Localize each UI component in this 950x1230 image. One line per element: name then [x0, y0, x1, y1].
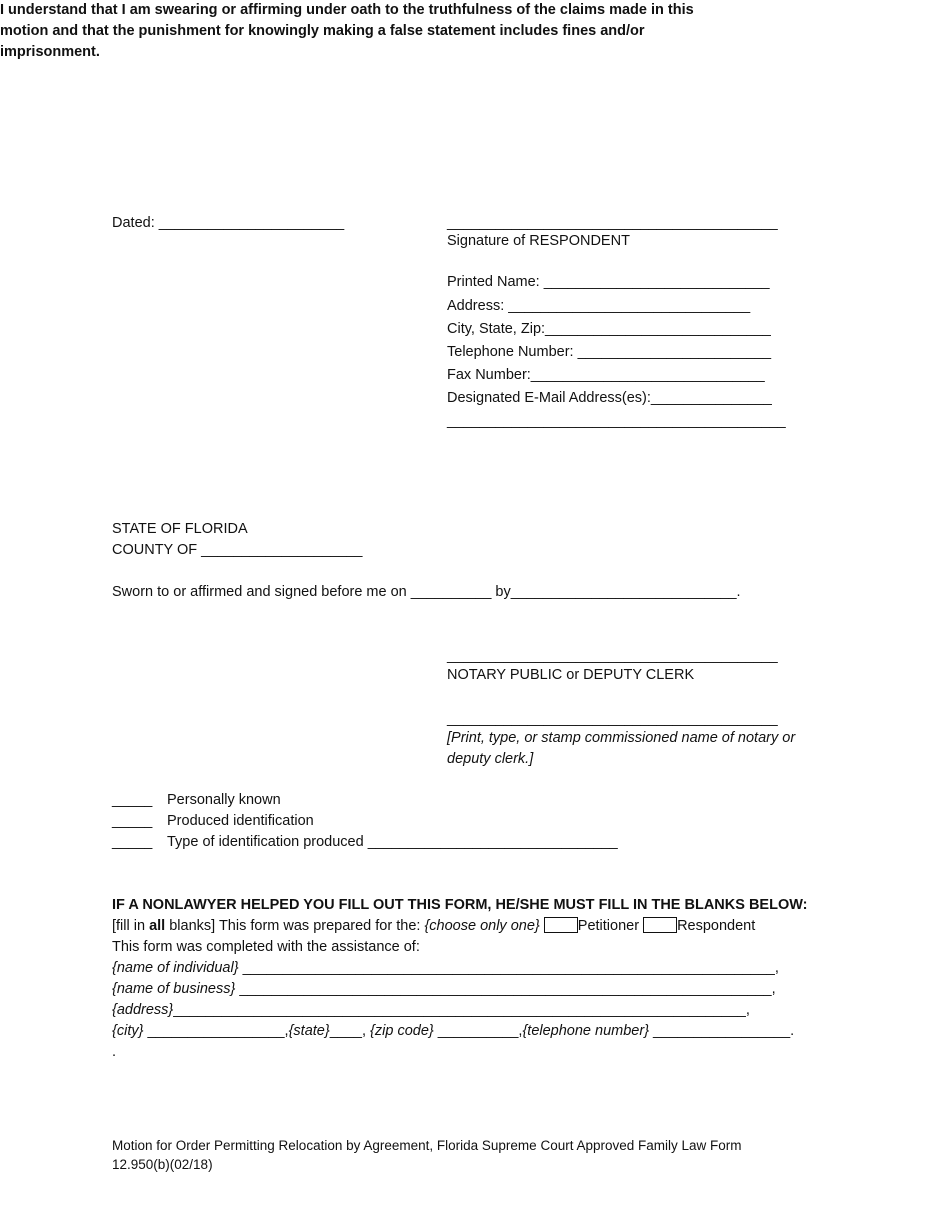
fax-field[interactable]: Fax Number:_____________________________ [447, 367, 765, 383]
telephone-field[interactable]: Telephone Number: ________________________ [447, 344, 772, 360]
respondent-label: Respondent [677, 918, 756, 934]
dated-field[interactable]: Dated: _______________________ [112, 215, 345, 231]
id-type-blank[interactable]: _____ [112, 834, 153, 850]
individual-row[interactable] [112, 958, 779, 979]
city-row[interactable] [112, 1021, 794, 1042]
fill-bold: all [149, 918, 166, 934]
choose-one: {choose only one} [424, 918, 540, 934]
fill-suffix: blanks] This form was prepared for the: [165, 918, 425, 934]
petitioner-checkbox[interactable] [544, 917, 578, 933]
address-label: {address} [112, 1002, 174, 1018]
printed-name-field[interactable]: Printed Name: ____________________________ [447, 274, 770, 290]
produced-id-blank[interactable]: _____ [112, 813, 153, 829]
signature-label: Signature of RESPONDENT [447, 233, 630, 249]
petitioner-label: Petitioner [577, 918, 640, 934]
address-line[interactable]: _______________________________________________________________________, [173, 1002, 750, 1018]
individual-line[interactable]: __________________________________________________________________, [238, 960, 779, 976]
email-extra-line[interactable]: __________________________________________ [447, 413, 786, 429]
assistance-label: This form was completed with the assistance of: [112, 939, 420, 955]
state-line[interactable]: ____, [329, 1023, 371, 1039]
notary-print-line[interactable]: _________________________________________ [447, 711, 778, 727]
signature-line[interactable]: _________________________________________ [447, 215, 778, 231]
individual-label: {name of individual} [112, 960, 239, 976]
county-field[interactable]: COUNTY OF ____________________ [112, 542, 363, 558]
oath-statement: I understand that I am swearing or affirming under oath to the truthfulness of the claims made in this motion and that the punishment for knowingly making a false statement includes fines and/or imprisonment. [0, 2, 694, 60]
city-label: {city} [112, 1023, 144, 1039]
trailing-period: . [112, 1044, 117, 1060]
notary-label: NOTARY PUBLIC or DEPUTY CLERK [447, 667, 695, 683]
state-label: STATE OF FLORIDA [112, 521, 248, 537]
personally-known-label: Personally known [167, 792, 281, 808]
id-type-field[interactable]: Type of identification produced _______________________________ [167, 834, 618, 850]
address-row[interactable] [112, 1000, 750, 1021]
telephone-line[interactable]: _________________. [649, 1023, 795, 1039]
business-line[interactable]: __________________________________________________________________, [235, 981, 776, 997]
notary-signature-line[interactable]: _________________________________________ [447, 648, 778, 664]
nonlawyer-heading: IF A NONLAWYER HELPED YOU FILL OUT THIS FORM, HE/SHE MUST FILL IN THE BLANKS BELOW: [112, 897, 808, 913]
zip-label: {zip code} [370, 1023, 434, 1039]
footer-line-2: 12.950(b)(02/18) [112, 1157, 213, 1172]
fill-prefix: [fill in [112, 918, 150, 934]
zip-line[interactable]: __________, [433, 1023, 523, 1039]
business-row[interactable] [112, 979, 776, 1000]
address-field[interactable]: Address: ______________________________ [447, 298, 751, 314]
city-state-zip-field[interactable]: City, State, Zip:____________________________ [447, 321, 771, 337]
notary-print-label: [Print, type, or stamp commissioned name of notary or [447, 730, 796, 746]
respondent-checkbox[interactable] [643, 917, 677, 933]
email-field[interactable]: Designated E-Mail Address(es):_______________ [447, 390, 772, 406]
notary-print-label-2: deputy clerk.] [447, 751, 534, 767]
footer-line-1: Motion for Order Permitting Relocation by Agreement, Florida Supreme Court Approved Family Law Form [112, 1138, 742, 1153]
city-line[interactable]: _________________, [143, 1023, 289, 1039]
telephone-label: {telephone number} [522, 1023, 650, 1039]
produced-id-label: Produced identification [167, 813, 314, 829]
personally-known-blank[interactable]: _____ [112, 792, 153, 808]
state-label-inline: {state} [288, 1023, 330, 1039]
business-label: {name of business} [112, 981, 236, 997]
sworn-statement[interactable]: Sworn to or affirmed and signed before me on __________ by____________________________. [112, 584, 741, 600]
prepared-for-row [112, 916, 755, 937]
